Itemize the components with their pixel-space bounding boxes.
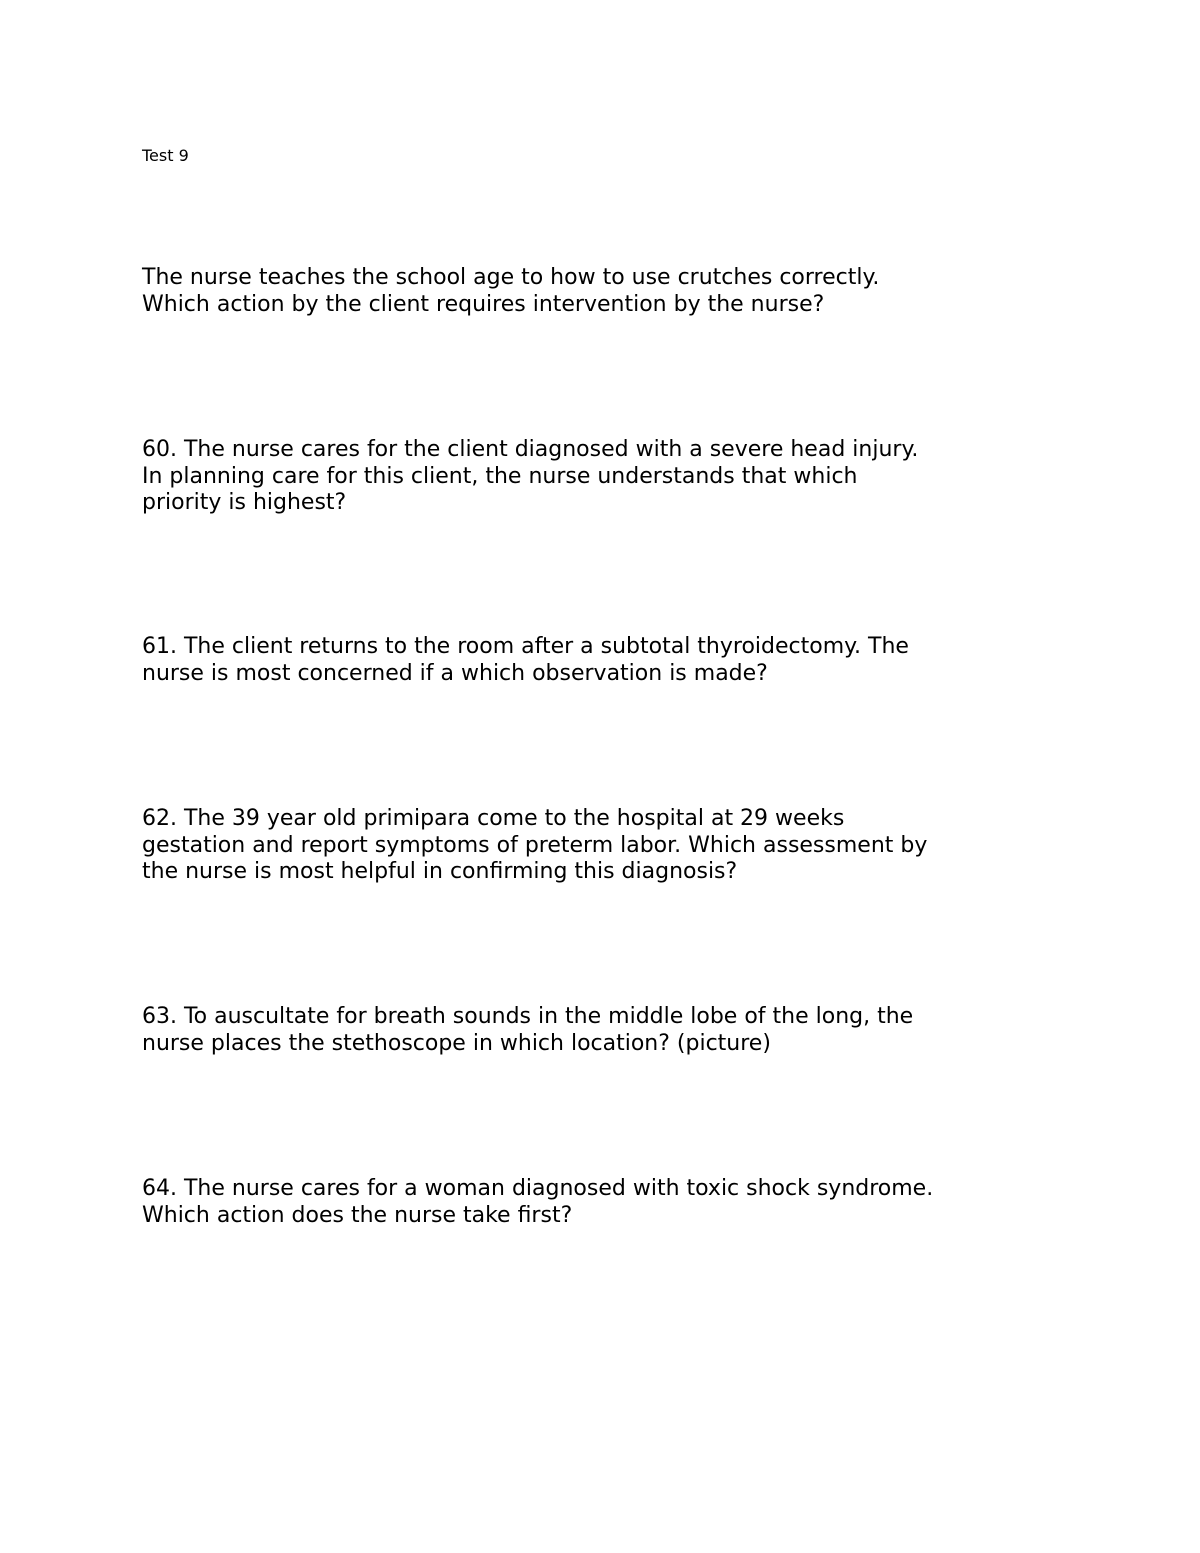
question-line: nurse places the stethoscope in which location? (picture) bbox=[142, 1030, 771, 1056]
question-block bbox=[142, 265, 1142, 318]
question-line: 64. The nurse cares for a woman diagnosed with toxic shock syndrome. bbox=[142, 1176, 934, 1201]
question-line: 62. The 39 year old primipara come to the hospital at 29 weeks bbox=[142, 806, 845, 831]
question-block-61 bbox=[142, 634, 1142, 687]
question-line: 63. To auscultate for breath sounds in the middle lobe of the long, the bbox=[142, 1004, 914, 1029]
question-block-63 bbox=[142, 1004, 1142, 1057]
question-block-62 bbox=[142, 806, 1142, 886]
question-line: In planning care for this client, the nurse understands that which bbox=[142, 463, 858, 489]
question-line: priority is highest? bbox=[142, 490, 347, 515]
question-line: Which action does the nurse take first? bbox=[142, 1202, 573, 1228]
question-block-60 bbox=[142, 437, 1142, 517]
question-block-64 bbox=[142, 1176, 1142, 1229]
question-line: nurse is most concerned if a which observation is made? bbox=[142, 660, 768, 686]
question-line: The nurse teaches the school age to how to use crutches correctly. bbox=[142, 265, 880, 290]
question-line: the nurse is most helpful in confirming this diagnosis? bbox=[142, 859, 738, 884]
question-line: Which action by the client requires intervention by the nurse? bbox=[142, 291, 825, 317]
document-header: Test 9 bbox=[142, 146, 189, 165]
question-line: 60. The nurse cares for the client diagnosed with a severe head injury. bbox=[142, 437, 919, 462]
question-line: 61. The client returns to the room after a subtotal thyroidectomy. The bbox=[142, 634, 909, 659]
question-line: gestation and report symptoms of preterm labor. Which assessment by bbox=[142, 832, 928, 858]
